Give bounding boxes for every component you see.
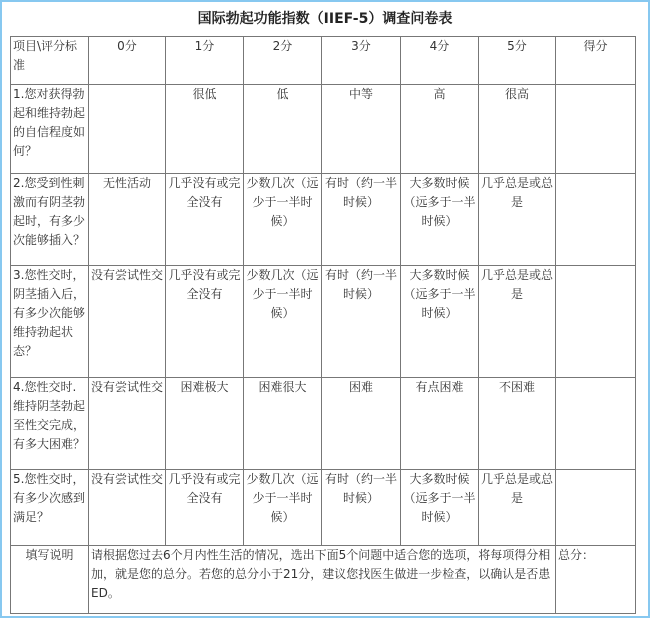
option-cell: 不困难 bbox=[479, 378, 556, 470]
option-cell: 有点困难 bbox=[401, 378, 479, 470]
header-cell-3: 3分 bbox=[322, 37, 401, 85]
option-cell: 几乎没有或完全没有 bbox=[166, 266, 244, 378]
question-text: 3.您性交时，阴茎插入后，有多少次能够维持勃起状态？ bbox=[11, 266, 89, 378]
header-cell-score: 得分 bbox=[556, 37, 636, 85]
option-cell: 少数几次（远少于一半时候） bbox=[244, 174, 322, 266]
option-cell: 少数几次（远少于一半时候） bbox=[244, 266, 322, 378]
score-cell[interactable] bbox=[556, 174, 636, 266]
header-cell-4: 4分 bbox=[401, 37, 479, 85]
header-cell-5: 5分 bbox=[479, 37, 556, 85]
questionnaire-table bbox=[10, 36, 636, 614]
question-row bbox=[11, 266, 636, 378]
option-cell: 有时（约一半时候） bbox=[322, 470, 401, 546]
option-cell: 几乎总是或总是 bbox=[479, 266, 556, 378]
option-cell: 中等 bbox=[322, 85, 401, 174]
option-cell: 少数几次（远少于一半时候） bbox=[244, 470, 322, 546]
question-row bbox=[11, 378, 636, 470]
score-cell[interactable] bbox=[556, 470, 636, 546]
header-cell-1: 1分 bbox=[166, 37, 244, 85]
option-cell: 困难极大 bbox=[166, 378, 244, 470]
option-cell: 几乎总是或总是 bbox=[479, 174, 556, 266]
option-cell: 大多数时候（远多于一半时候） bbox=[401, 266, 479, 378]
option-cell: 几乎总是或总是 bbox=[479, 470, 556, 546]
option-cell: 困难很大 bbox=[244, 378, 322, 470]
option-cell: 无性活动 bbox=[89, 174, 166, 266]
question-text: 1.您对获得勃起和维持勃起的自信程度如何？ bbox=[11, 85, 89, 174]
header-cell-item: 项目\评分标准 bbox=[11, 37, 89, 85]
question-row bbox=[11, 470, 636, 546]
option-cell: 很高 bbox=[479, 85, 556, 174]
instructions-row bbox=[11, 546, 636, 614]
total-score-label: 总分： bbox=[556, 546, 636, 614]
instructions-label: 填写说明 bbox=[11, 546, 89, 614]
option-cell: 没有尝试性交 bbox=[89, 470, 166, 546]
option-cell: 有时（约一半时候） bbox=[322, 266, 401, 378]
question-text: 4.您性交时.维持阴茎勃起至性交完成，有多大困难？ bbox=[11, 378, 89, 470]
instructions-text: 请根据您过去6个月内性生活的情况，选出下面5个问题中适合您的选项，将每项得分相加，就是您的总分。若您的总分小于21分，建议您找医生做进一步检查，以确认是否患ED。 bbox=[89, 546, 556, 614]
option-cell: 有时（约一半时候） bbox=[322, 174, 401, 266]
header-cell-2: 2分 bbox=[244, 37, 322, 85]
option-cell bbox=[89, 85, 166, 174]
header-row bbox=[11, 37, 636, 85]
option-cell: 几乎没有或完全没有 bbox=[166, 470, 244, 546]
option-cell: 大多数时候（远多于一半时候） bbox=[401, 470, 479, 546]
option-cell: 没有尝试性交 bbox=[89, 378, 166, 470]
option-cell: 很低 bbox=[166, 85, 244, 174]
score-cell[interactable] bbox=[556, 266, 636, 378]
score-cell[interactable] bbox=[556, 378, 636, 470]
score-cell[interactable] bbox=[556, 85, 636, 174]
page-title: 国际勃起功能指数（IIEF-5）调查问卷表 bbox=[197, 11, 453, 27]
option-cell: 困难 bbox=[322, 378, 401, 470]
option-cell: 没有尝试性交 bbox=[89, 266, 166, 378]
question-row bbox=[11, 174, 636, 266]
option-cell: 几乎没有或完全没有 bbox=[166, 174, 244, 266]
header-cell-0: 0分 bbox=[89, 37, 166, 85]
option-cell: 高 bbox=[401, 85, 479, 174]
option-cell: 低 bbox=[244, 85, 322, 174]
question-row bbox=[11, 85, 636, 174]
question-text: 5.您性交时，有多少次感到满足？ bbox=[11, 470, 89, 546]
question-text: 2.您受到性刺激而有阴茎勃起时，有多少次能够插入？ bbox=[11, 174, 89, 266]
option-cell: 大多数时候（远多于一半时候） bbox=[401, 174, 479, 266]
